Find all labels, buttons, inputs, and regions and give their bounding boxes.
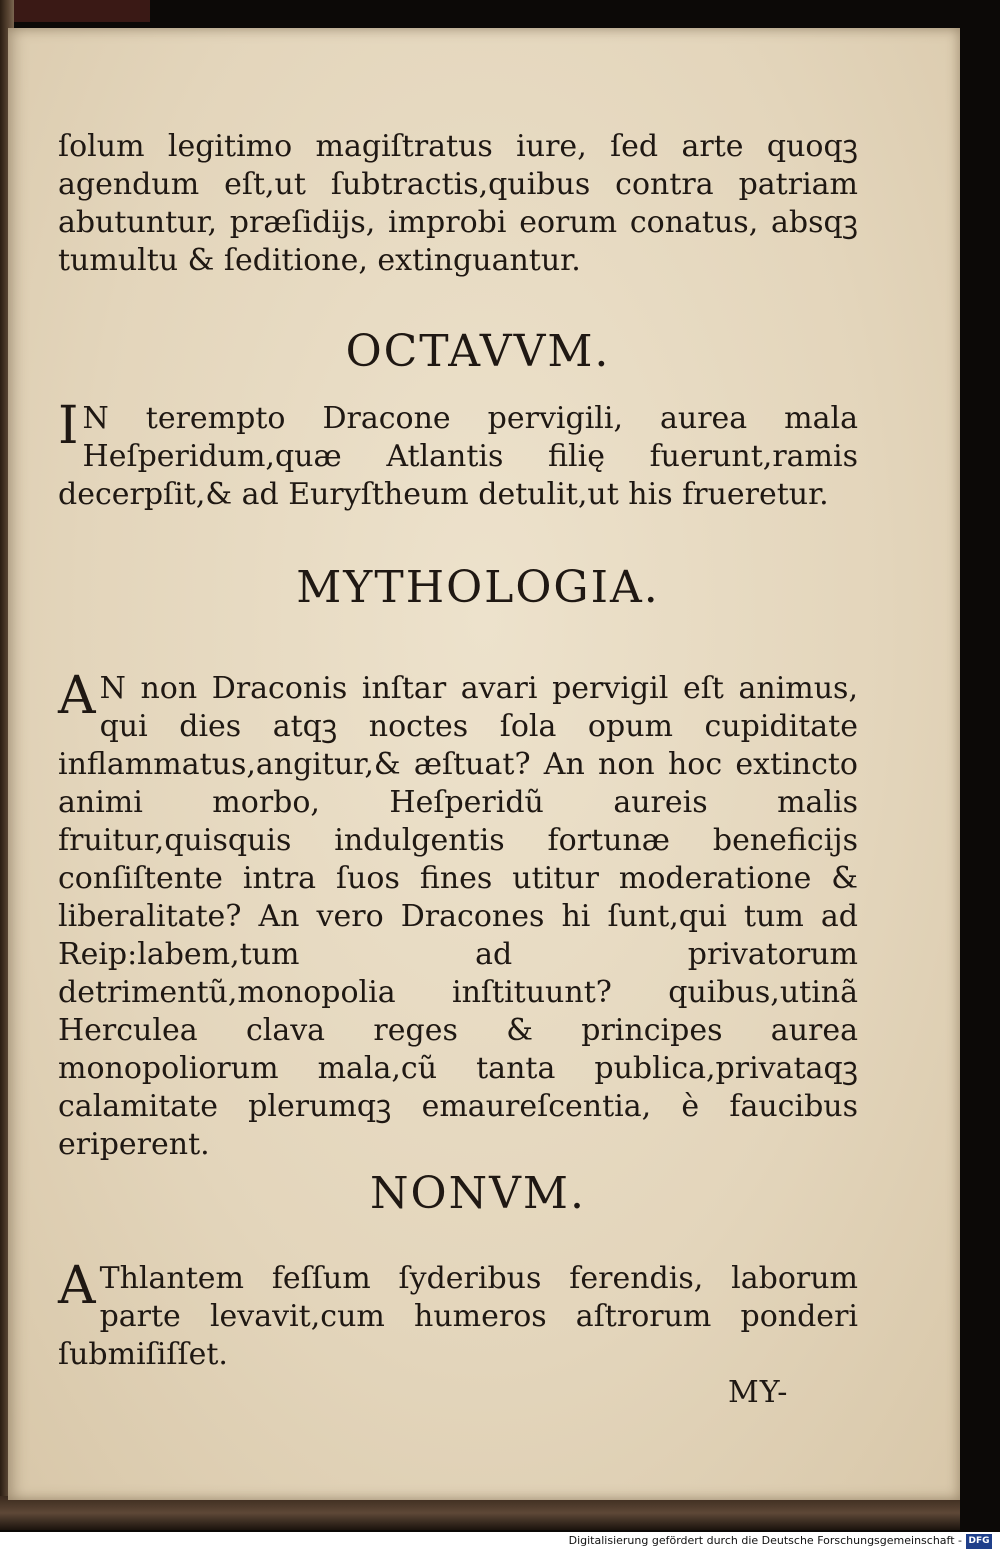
drop-cap-initial: A: [58, 1256, 96, 1316]
catchword: MY-: [728, 1375, 789, 1410]
paragraph-1-text: ſolum legitimo magiſtratus iure, ſed arte quoqꝫ agendum eſt,ut ſubtractis,quibus contra patriam abutuntur, præſidijs, improbi eorum conatus, absqꝫ tumultu & ſeditione, extinguantur.: [58, 129, 858, 278]
paragraph-2: [58, 396, 858, 514]
paragraph-1: [58, 128, 858, 280]
paragraph-2-text: N terempto Dracone pervigili, aurea mala Heſperidum,quæ Atlantis filię fuerunt,ramis decerpſit,& ad Euryſtheum detulit,ut his frueretur.: [58, 401, 858, 512]
paragraph-3: [58, 666, 858, 1164]
heading-mythologia: MYTHOLOGIA.: [296, 562, 660, 613]
book-bottom-edge: [0, 1496, 960, 1530]
heading-octavum: OCTAVVM.: [345, 326, 611, 377]
dfg-logo: DFG: [966, 1534, 992, 1549]
book-top-edge: [0, 0, 150, 22]
paragraph-4-text: Thlantem feſſum ſyderibus ferendis, laborum parte levavit,cum humeros aſtrorum ponderi ſubmiſiſſet.: [58, 1261, 858, 1372]
paragraph-2-body: [58, 396, 858, 514]
heading-nonum: NONVM.: [370, 1168, 586, 1219]
paragraph-3-text: N non Draconis inſtar avari pervigil eſt animus, qui dies atqꝫ noctes ſola opum cupiditate inflammatus,angitur,& æſtuat? An non hoc extincto animi morbo, Heſperidũ aureis malis fruitur,quisquis indulgentis fortunæ beneficijs conſiſtente intra ſuos fines utitur moderatione & liberalitate? An vero Dracones hi ſunt,qui tum ad Reip:labem,tum ad privatorum detrimentũ,monopolia inſtituunt? quibus,utinã Herculea clava reges & principes aurea monopoliorum mala,cũ tanta publica,privataqꝫ calamitate plerumqꝫ emaureſcentia, è faucibus eriperent.: [58, 671, 858, 1162]
drop-cap-initial: I: [58, 396, 79, 456]
book-page: [8, 28, 960, 1500]
paragraph-3-body: [58, 666, 858, 1164]
drop-cap-initial: A: [58, 666, 96, 726]
credit-bar: [0, 1532, 1000, 1553]
paragraph-4-body: [58, 1256, 858, 1374]
digitization-credit: Digitalisierung gefördert durch die Deutsche Forschungsgemeinschaft -: [568, 1534, 962, 1547]
paragraph-4: [58, 1256, 858, 1374]
